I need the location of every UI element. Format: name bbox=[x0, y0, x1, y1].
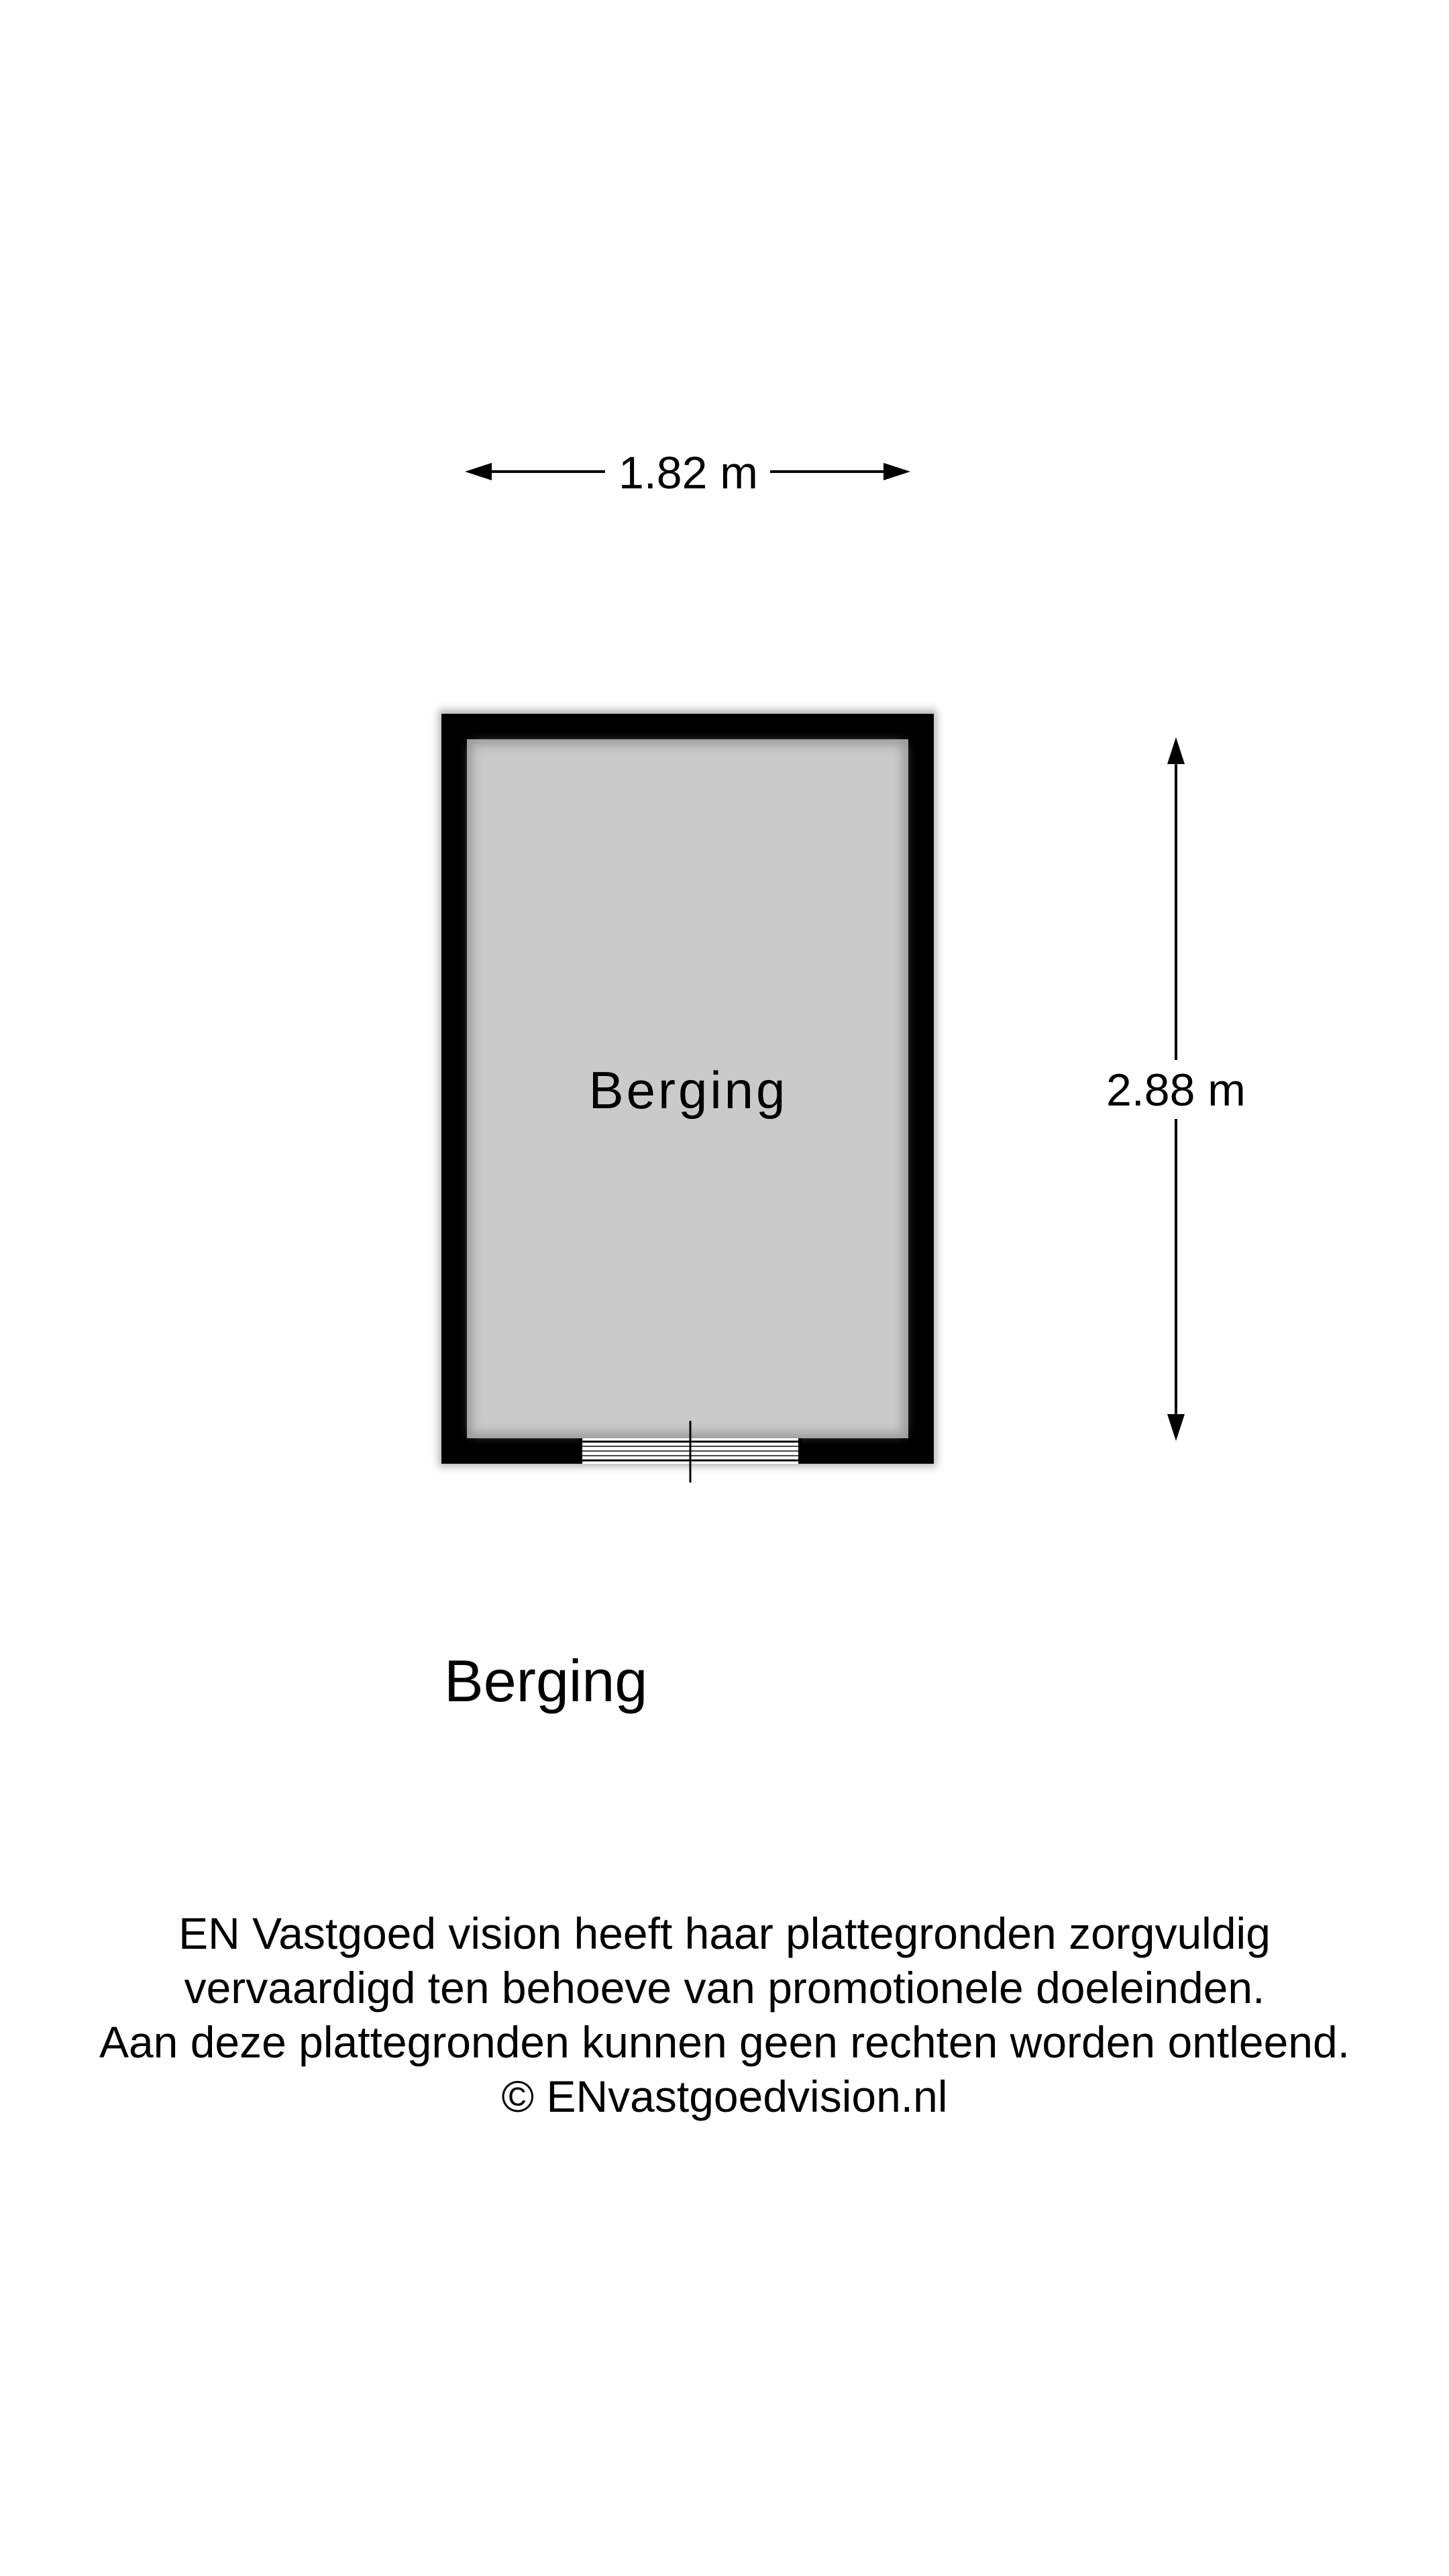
width-dimension bbox=[465, 447, 910, 498]
disclaimer-line: vervaardigd ten behoeve van promotionele doeleinden. bbox=[184, 1963, 1265, 2012]
width-dimension-arrow-left bbox=[465, 463, 492, 480]
disclaimer bbox=[0, 1907, 1449, 2124]
floor-title: Berging bbox=[444, 1648, 648, 1714]
disclaimer-line: Aan deze plattegronden kunnen geen rechten worden ontleend. bbox=[99, 2017, 1350, 2067]
copyright-line: © ENvastgoedvision.nl bbox=[501, 2072, 948, 2121]
disclaimer-line: EN Vastgoed vision heeft haar plattegronden zorgvuldig bbox=[178, 1909, 1271, 1958]
width-dimension-label: 1.82 m bbox=[619, 447, 758, 498]
height-dimension-arrow-bottom bbox=[1167, 1414, 1185, 1441]
height-dimension-arrow-top bbox=[1167, 737, 1185, 764]
width-dimension-arrow-right bbox=[883, 463, 910, 480]
height-dimension bbox=[1106, 737, 1246, 1441]
room-label: Berging bbox=[588, 1061, 788, 1120]
height-dimension-label: 2.88 m bbox=[1106, 1065, 1246, 1116]
